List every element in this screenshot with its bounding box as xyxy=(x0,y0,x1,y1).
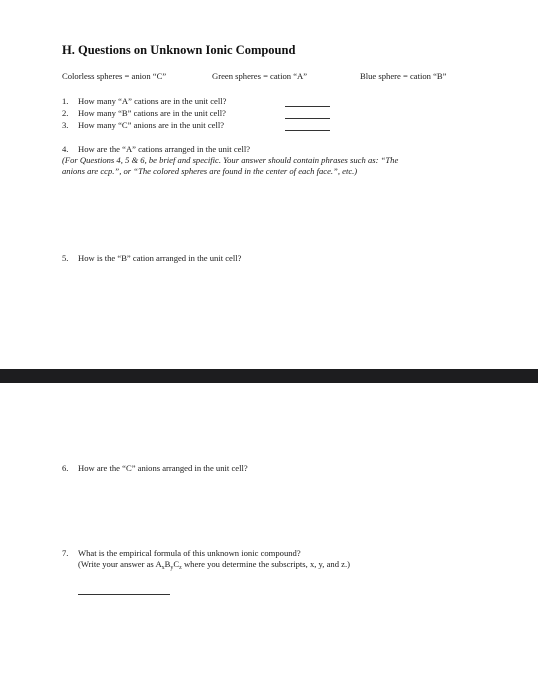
question-number: 5. xyxy=(62,253,69,263)
question-number: 7. xyxy=(62,548,69,558)
formula-instructions: (Write your answer as $A_xB_yC_z$ where you determine the subscripts, x, y, and z.) xyxy=(78,559,350,571)
legend-blue-sphere: Blue sphere = cation “B” xyxy=(360,71,447,81)
question-text: How many “B” cations are in the unit cell? xyxy=(78,108,226,118)
question-text: How are the “A” cations arranged in the unit cell? xyxy=(78,144,251,154)
question-5 xyxy=(62,253,241,264)
question-6 xyxy=(62,463,248,474)
question-text: How many “A” cations are in the unit cell? xyxy=(78,96,227,106)
question-1 xyxy=(62,96,226,107)
question-4 xyxy=(62,144,250,155)
answer-blank-1[interactable] xyxy=(285,106,330,107)
answer-blank-7[interactable] xyxy=(78,594,170,595)
legend-colorless-spheres: Colorless spheres = anion “C” xyxy=(62,71,167,81)
page-divider xyxy=(0,369,538,383)
question-number: 1. xyxy=(62,96,69,106)
instructions-note-line-2: anions are ccp.”, or “The colored spheres are found in the center of each face.”, etc.) xyxy=(62,166,358,176)
question-text: How many “C” anions are in the unit cell? xyxy=(78,120,225,130)
question-2 xyxy=(62,108,226,119)
question-text: What is the empirical formula of this unknown ionic compound? xyxy=(78,548,301,558)
question-text: How is the “B” cation arranged in the unit cell? xyxy=(78,253,242,263)
question-number: 6. xyxy=(62,463,69,473)
question-number: 3. xyxy=(62,120,69,130)
answer-blank-3[interactable] xyxy=(285,130,330,131)
question-7 xyxy=(62,548,301,559)
question-number: 2. xyxy=(62,108,69,118)
section-title: H. Questions on Unknown Ionic Compound xyxy=(62,43,296,57)
question-number: 4. xyxy=(62,144,69,154)
answer-blank-2[interactable] xyxy=(285,118,330,119)
question-3 xyxy=(62,120,224,131)
instructions-note-line-1: (For Questions 4, 5 & 6, be brief and specific. Your answer should contain phrases such as: “The xyxy=(62,155,399,165)
legend-green-spheres: Green spheres = cation “A” xyxy=(212,71,308,81)
question-text: How are the “C” anions arranged in the unit cell? xyxy=(78,463,248,473)
